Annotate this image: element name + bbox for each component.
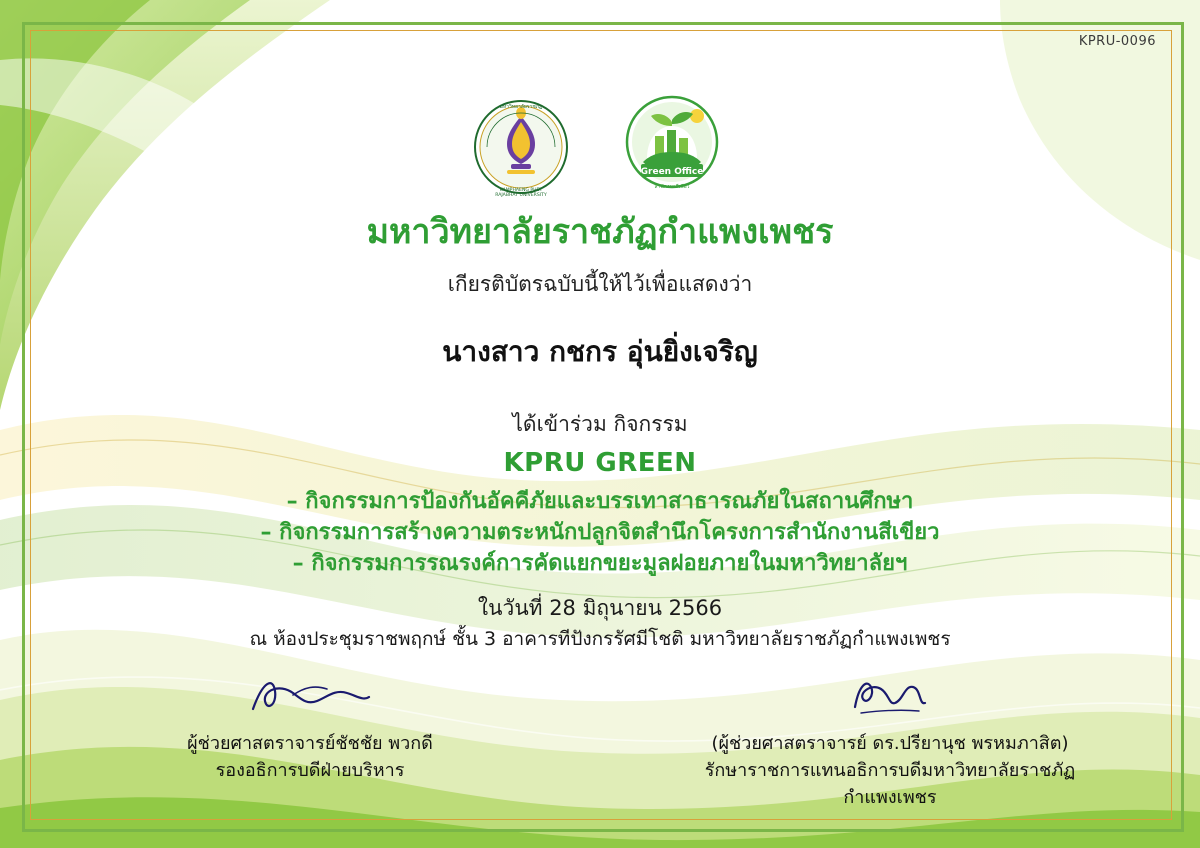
green-office-logo-icon: [617, 92, 727, 198]
svg-text:มหาวิทยาลัยราชภัฏ: มหาวิทยาลัยราชภัฏ: [499, 104, 543, 110]
event-venue: ณ ห้องประชุมราชพฤกษ์ ชั้น 3 อาคารทีปังกรรัศมีโชติ มหาวิทยาลัยราชภัฏกำแพงเพชร: [249, 628, 951, 650]
signature-mark-left: [100, 668, 520, 726]
signature-block-left: [100, 668, 520, 811]
participation-label: ได้เข้าร่วม กิจกรรม: [512, 412, 688, 436]
activity-item: – กิจกรรมการรณรงค์การคัดแยกขยะมูลฝอยภายในมหาวิทยาลัยฯ: [292, 551, 908, 577]
svg-text:Green Office: Green Office: [640, 167, 704, 177]
signature-block-right: [680, 668, 1100, 811]
event-date: ในวันที่ 28 มิถุนายน 2566: [477, 596, 723, 620]
certificate-subtitle: เกียรติบัตรฉบับนี้ให้ไว้เพื่อแสดงว่า: [447, 272, 753, 296]
kpru-university-seal-icon: [473, 92, 569, 202]
signature-name-right: (ผู้ช่วยศาสตราจารย์ ดร.ปรียานุช พรหมภาสิต): [711, 733, 1069, 754]
signature-mark-right: [680, 668, 1100, 726]
activity-item: – กิจกรรมการป้องกันอัคคีภัยและบรรเทาสาธารณภัยในสถานศึกษา: [286, 489, 914, 514]
program-name: KPRU GREEN: [503, 448, 697, 478]
svg-text:สำนักงานสีเขียว: สำนักงานสีเขียว: [654, 184, 690, 190]
recipient-name: นางสาว กชกร อุ่นยิ่งเจริญ: [442, 335, 758, 368]
activity-item: – กิจกรรมการสร้างความตระหนักปลูกจิตสำนึกโครงการสำนักงานสีเขียว: [260, 520, 940, 546]
organization-name: มหาวิทยาลัยราชภัฏกำแพงเพชร: [366, 212, 834, 252]
signature-role-right: รักษาราชการแทนอธิการบดีมหาวิทยาลัยราชภัฏกำแพงเพชร: [704, 760, 1076, 808]
svg-text:RAJABHAT UNIVERSITY: RAJABHAT UNIVERSITY: [495, 193, 547, 198]
signature-row: [0, 668, 1200, 811]
logo-row: [0, 92, 1200, 202]
activity-list: [0, 486, 1200, 580]
svg-text:KAMPHAENG PHET: KAMPHAENG PHET: [499, 188, 543, 193]
document-code: KPRU-0096: [1078, 34, 1156, 49]
signature-name-left: ผู้ช่วยศาสตราจารย์ชัชชัย พวกดี: [187, 733, 433, 754]
signature-role-left: รองอธิการบดีฝ่ายบริหาร: [215, 760, 405, 781]
